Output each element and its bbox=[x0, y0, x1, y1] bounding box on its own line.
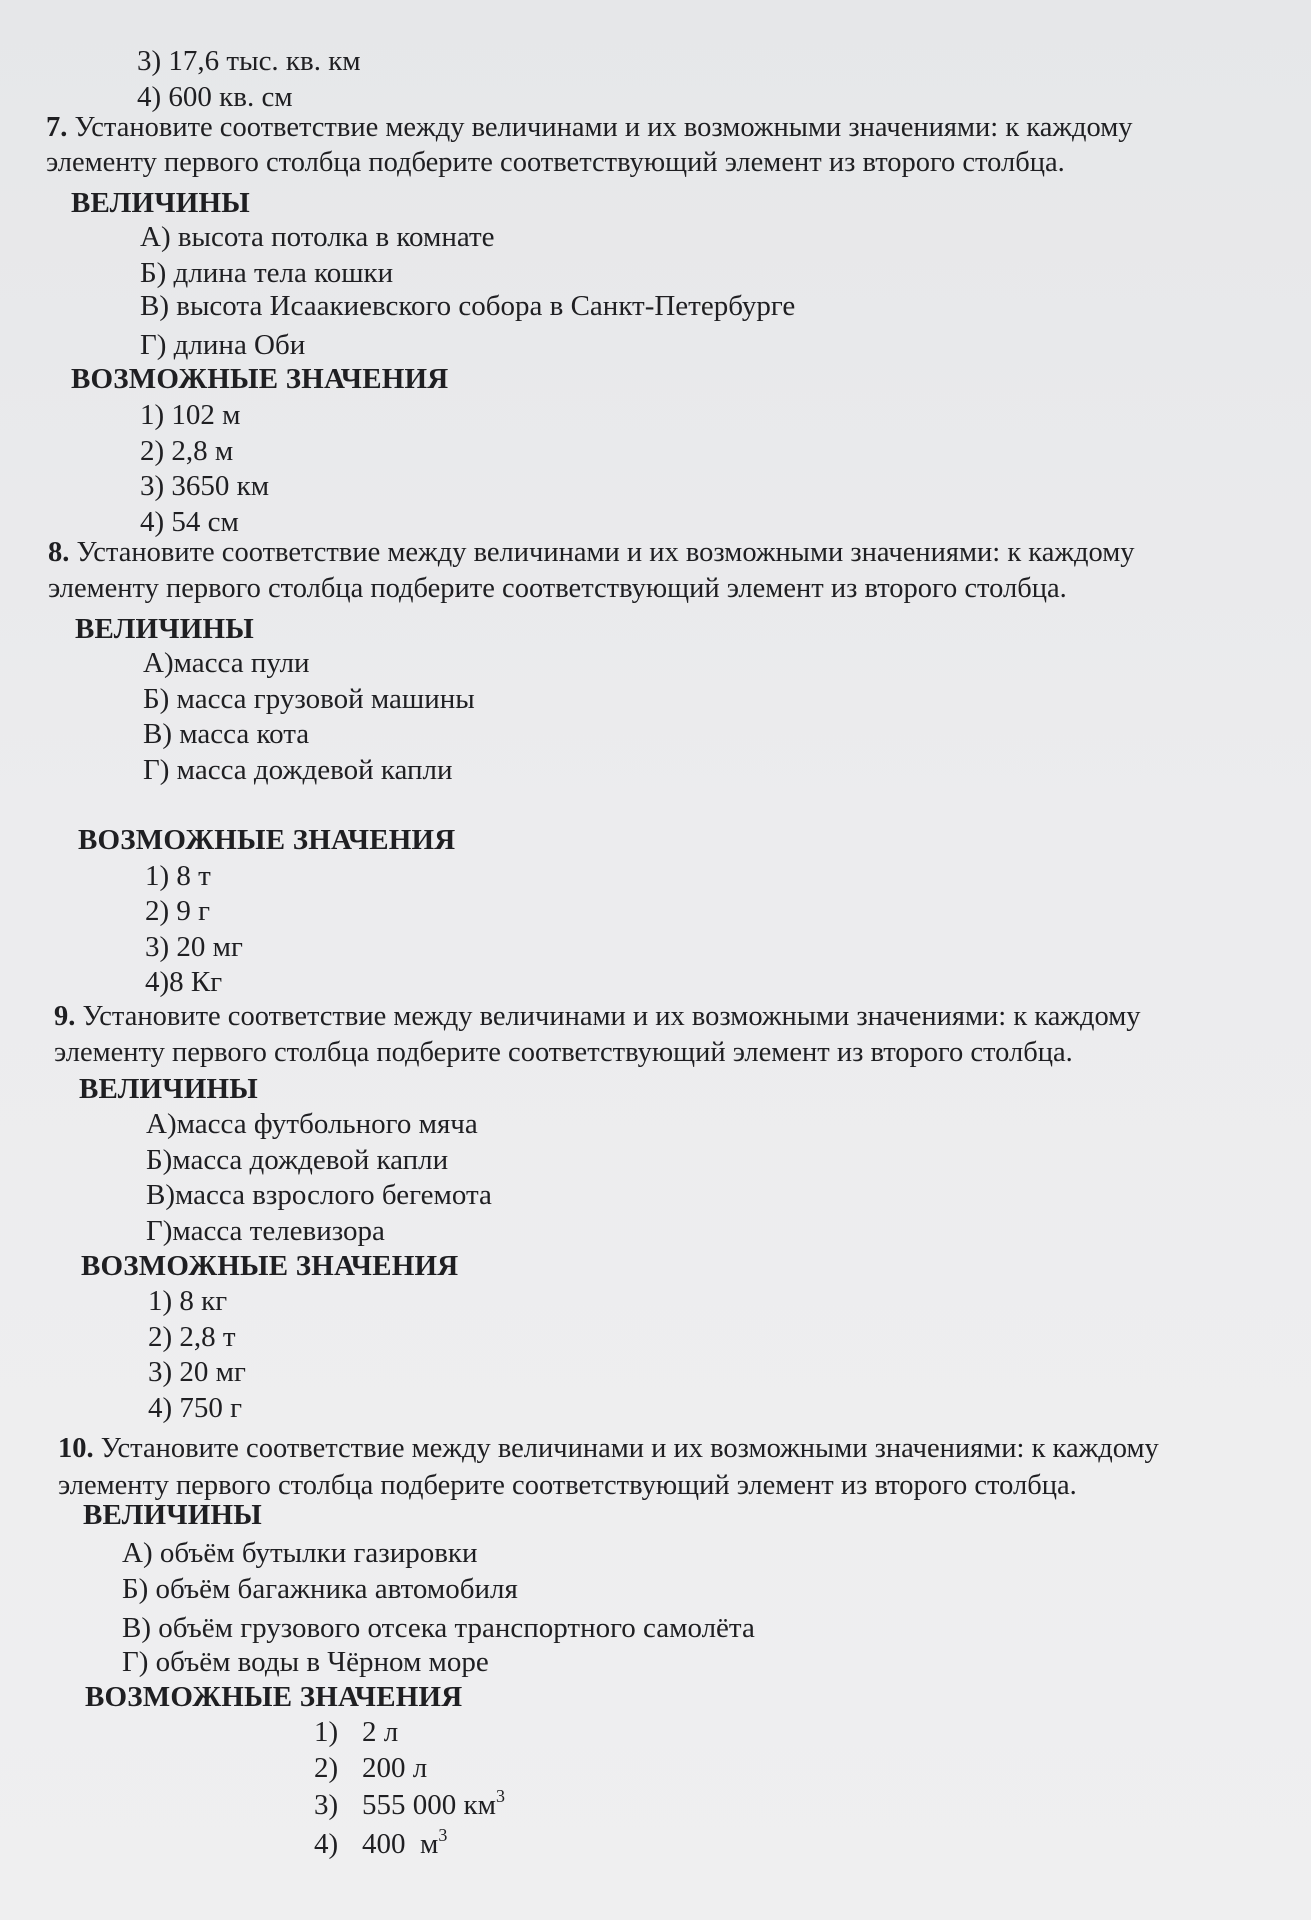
task-8-text-line1: Установите соответствие между величинами и их возможными значениями: к каждому bbox=[76, 537, 1135, 568]
task-10-text-line1: Установите соответствие между величинами и их возможными значениями: к каждому bbox=[100, 1433, 1159, 1464]
task-10-value-item bbox=[314, 1827, 447, 1861]
task-7-quantity-item: А) высота потолка в комнате bbox=[140, 221, 495, 253]
task-8-value-item: 3) 20 мг bbox=[145, 931, 243, 963]
task-8-quantities-heading: ВЕЛИЧИНЫ bbox=[75, 613, 254, 645]
option-exponent: 3 bbox=[495, 1786, 505, 1806]
task-10-statement bbox=[58, 1432, 1159, 1466]
task-8-text-line2: элементу первого столбца подберите соответствующий элемент из второго столбца. bbox=[48, 573, 1067, 604]
task-8-number: 8. bbox=[48, 537, 70, 568]
task-9-quantity-item: А)масса футбольного мяча bbox=[146, 1108, 478, 1140]
previous-task-option: 4) 600 кв. см bbox=[137, 81, 293, 113]
task-9-number: 9. bbox=[54, 1001, 76, 1032]
task-9-value-item: 4) 750 г bbox=[148, 1392, 243, 1424]
task-10-values-heading: ВОЗМОЖНЫЕ ЗНАЧЕНИЯ bbox=[85, 1681, 463, 1713]
task-10-quantity-item: Б) объём багажника автомобиля bbox=[122, 1573, 518, 1605]
task-8-quantity-item: В) масса кота bbox=[143, 718, 310, 750]
task-8-statement bbox=[48, 536, 1135, 570]
previous-task-option: 3) 17,6 тыс. кв. км bbox=[137, 45, 361, 77]
task-8-quantity-item: Б) масса грузовой машины bbox=[143, 683, 475, 715]
task-7-quantity-item: В) высота Исаакиевского собора в Санкт-Петербурге bbox=[140, 290, 796, 322]
task-7-value-item: 1) 102 м bbox=[140, 399, 241, 431]
task-8-quantity-item: Г) масса дождевой капли bbox=[143, 754, 453, 786]
option-value: 200 л bbox=[362, 1752, 428, 1784]
task-7-number: 7. bbox=[46, 112, 68, 143]
task-7-value-item: 4) 54 см bbox=[140, 506, 239, 538]
task-9-statement bbox=[54, 1000, 1141, 1034]
option-value: 555 000 км bbox=[362, 1789, 496, 1821]
task-8-quantity-item: А)масса пули bbox=[143, 647, 310, 679]
task-8-value-item: 1) 8 т bbox=[145, 860, 211, 892]
task-10-value-item bbox=[314, 1715, 398, 1749]
task-7-quantities-heading: ВЕЛИЧИНЫ bbox=[71, 187, 250, 219]
option-exponent: 3 bbox=[438, 1825, 448, 1845]
task-9-value-item: 1) 8 кг bbox=[148, 1285, 228, 1317]
option-value: 2 л bbox=[362, 1716, 399, 1748]
task-9-text-line2: элементу первого столбца подберите соответствующий элемент из второго столбца. bbox=[54, 1037, 1073, 1068]
task-10-quantity-item: А) объём бутылки газировки bbox=[122, 1537, 478, 1569]
task-8-value-item: 4)8 Кг bbox=[145, 966, 223, 998]
option-number: 3) bbox=[314, 1789, 339, 1821]
option-value: 400 м bbox=[362, 1828, 439, 1860]
task-9-quantities-heading: ВЕЛИЧИНЫ bbox=[79, 1073, 258, 1105]
task-9-value-item: 2) 2,8 т bbox=[148, 1321, 236, 1353]
task-7-quantity-item: Б) длина тела кошки bbox=[140, 257, 394, 289]
task-10-text-line2: элементу первого столбца подберите соответствующий элемент из второго столбца. bbox=[58, 1470, 1077, 1501]
task-10-quantity-item: В) объём грузового отсека транспортного самолёта bbox=[122, 1612, 755, 1644]
task-9-values-heading: ВОЗМОЖНЫЕ ЗНАЧЕНИЯ bbox=[81, 1250, 459, 1282]
task-9-quantity-item: Б)масса дождевой капли bbox=[146, 1144, 449, 1176]
task-7-statement bbox=[46, 111, 1133, 145]
task-7-text-line1: Установите соответствие между величинами и их возможными значениями: к каждому bbox=[74, 112, 1133, 143]
task-9-text-line1: Установите соответствие между величинами и их возможными значениями: к каждому bbox=[82, 1001, 1141, 1032]
task-7-value-item: 2) 2,8 м bbox=[140, 435, 234, 467]
option-number: 1) bbox=[314, 1716, 339, 1748]
task-9-quantity-item: В)масса взрослого бегемота bbox=[146, 1179, 492, 1211]
option-number: 2) bbox=[314, 1752, 339, 1784]
task-10-value-item bbox=[314, 1788, 505, 1822]
task-7-text-line2: элементу первого столбца подберите соответствующий элемент из второго столбца. bbox=[46, 147, 1065, 178]
task-7-value-item: 3) 3650 км bbox=[140, 470, 270, 502]
task-8-values-heading: ВОЗМОЖНЫЕ ЗНАЧЕНИЯ bbox=[78, 824, 456, 856]
task-10-quantity-item: Г) объём воды в Чёрном море bbox=[122, 1646, 489, 1678]
task-9-value-item: 3) 20 мг bbox=[148, 1356, 246, 1388]
task-7-values-heading: ВОЗМОЖНЫЕ ЗНАЧЕНИЯ bbox=[71, 363, 449, 395]
task-10-value-item bbox=[314, 1751, 427, 1785]
option-number: 4) bbox=[314, 1828, 339, 1860]
task-9-quantity-item: Г)масса телевизора bbox=[146, 1215, 385, 1247]
task-10-number: 10. bbox=[58, 1433, 94, 1464]
task-8-value-item: 2) 9 г bbox=[145, 895, 211, 927]
task-7-quantity-item: Г) длина Оби bbox=[140, 329, 306, 361]
task-10-quantities-heading: ВЕЛИЧИНЫ bbox=[83, 1499, 262, 1531]
